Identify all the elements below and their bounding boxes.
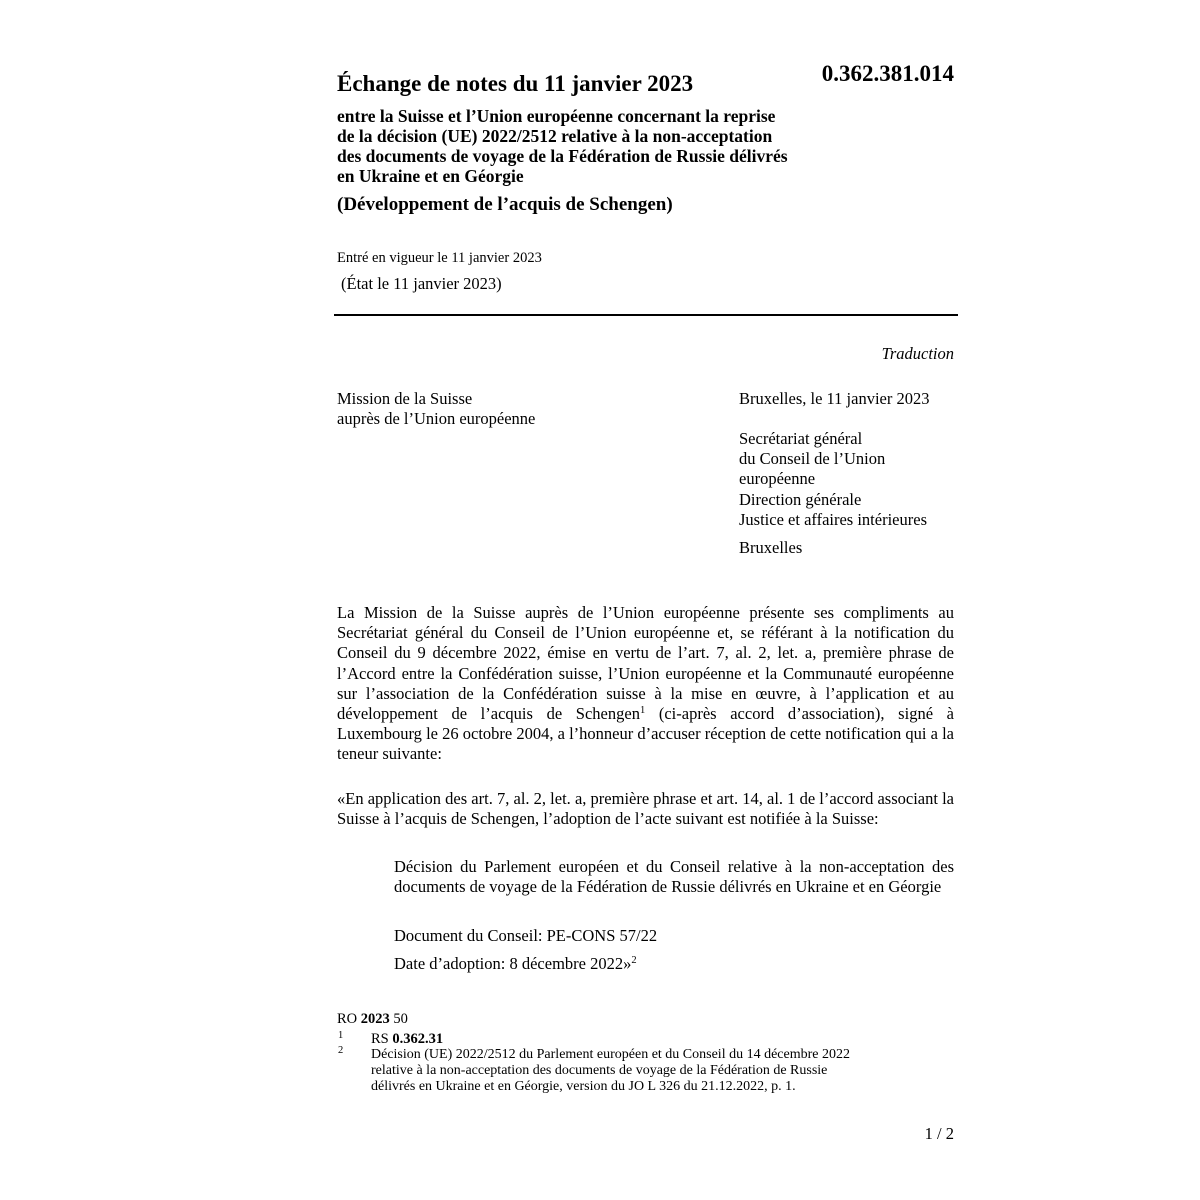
body-paragraph-2: «En application des art. 7, al. 2, let. a, première phrase et art. 14, al. 1 de l’accord associant la Suisse à l’acquis de Schengen, l’adoption de l’acte suivant est notifiée à la Suisse: xyxy=(337,789,954,829)
footnote-line: Décision (UE) 2022/2512 du Parlement européen et du Conseil du 14 décembre 2022 xyxy=(371,1047,850,1062)
sender-line: auprès de l’Union européenne xyxy=(337,409,536,428)
recipient-address xyxy=(739,429,927,530)
document-title: Échange de notes du 11 janvier 2023 xyxy=(337,71,694,96)
official-compilation-ref xyxy=(337,1011,408,1028)
subtitle-line: des documents de voyage de la Fédération de Russie délivrés xyxy=(337,146,788,166)
footnote-ref-1[interactable]: 1 xyxy=(639,705,646,717)
sender-line: Mission de la Suisse xyxy=(337,389,473,408)
ro-page: 50 xyxy=(389,1011,408,1027)
footnote-line: délivrés en Ukraine et en Géorgie, version du JO L 326 du 21.12.2022, p. 1. xyxy=(371,1079,796,1094)
footnote-number-1: 1 xyxy=(338,1030,344,1041)
adoption-date-text: Date d’adoption: 8 décembre 2022» xyxy=(394,954,632,973)
recipient-line: européenne xyxy=(739,469,816,489)
ro-year: 2023 xyxy=(360,1011,390,1027)
letter-date: Bruxelles, le 11 janvier 2023 xyxy=(739,389,930,408)
footnote-2 xyxy=(371,1047,850,1095)
document-subtitle xyxy=(337,106,897,186)
schengen-note: (Développement de l’acquis de Schengen) xyxy=(337,194,673,215)
footnote-prefix: RS xyxy=(371,1031,393,1047)
footnote-ref-2[interactable]: 2 xyxy=(631,955,637,966)
footnote-ref-link[interactable]: 0.362.31 xyxy=(392,1031,444,1047)
translation-label: Traduction xyxy=(881,344,954,363)
body-paragraph-1 xyxy=(337,603,954,765)
recipient-city: Bruxelles xyxy=(739,538,803,557)
recipient-line: Secrétariat général xyxy=(739,429,863,448)
decision-title: Décision du Parlement européen et du Conseil relative à la non-acceptation des documents de voyage de la Fédération de Russie délivrés en Ukraine et en Géorgie xyxy=(394,857,954,897)
subtitle-line: entre la Suisse et l’Union européenne concernant la reprise xyxy=(337,106,776,126)
recipient-line: Justice et affaires intérieures xyxy=(739,509,927,529)
subtitle-line: en Ukraine et en Géorgie xyxy=(337,166,524,186)
document-number: 0.362.381.014 xyxy=(821,61,954,86)
status-date: (État le 11 janvier 2023) xyxy=(341,274,502,293)
paragraph-text: La Mission de la Suisse auprès de l’Union européenne présente ses compliments au Secrétariat général du Conseil de l’Union européenne et, se référant à la notification du Conseil du 9 décembre 2022, émise en vertu de l’art. 7, al. 2, let. a, première phrase de l’Accord entre la Confédération suisse, l’Union européenne et la Communauté européenne sur l’association de la Confédération suisse à la mise en œuvre, à l’application et au développement de l’acquis de Schengen xyxy=(337,603,954,724)
sender-address xyxy=(337,389,535,429)
entry-into-force: Entré en vigueur le 11 janvier 2023 xyxy=(337,250,542,266)
footnote-number-2: 2 xyxy=(338,1045,344,1056)
ro-prefix: RO xyxy=(337,1011,361,1027)
recipient-line: Direction générale xyxy=(739,489,862,509)
adoption-date xyxy=(394,954,637,974)
council-document: Document du Conseil: PE-CONS 57/22 xyxy=(394,926,658,945)
recipient-line: du Conseil de l’Union xyxy=(739,449,886,469)
header-divider xyxy=(334,314,958,316)
page-number: 1 / 2 xyxy=(924,1124,954,1143)
paragraph-text: (ci-après accord d’association), signé à Luxembourg le 26 octobre 2004, a l’honneur d’accuser réception de cette notification qui a la teneur suivante: xyxy=(337,704,954,764)
footnote-1 xyxy=(371,1031,443,1048)
subtitle-line: de la décision (UE) 2022/2512 relative à la non-acceptation xyxy=(337,126,773,146)
footnote-line: relative à la non-acceptation des documents de voyage de la Fédération de Russie xyxy=(371,1063,828,1078)
